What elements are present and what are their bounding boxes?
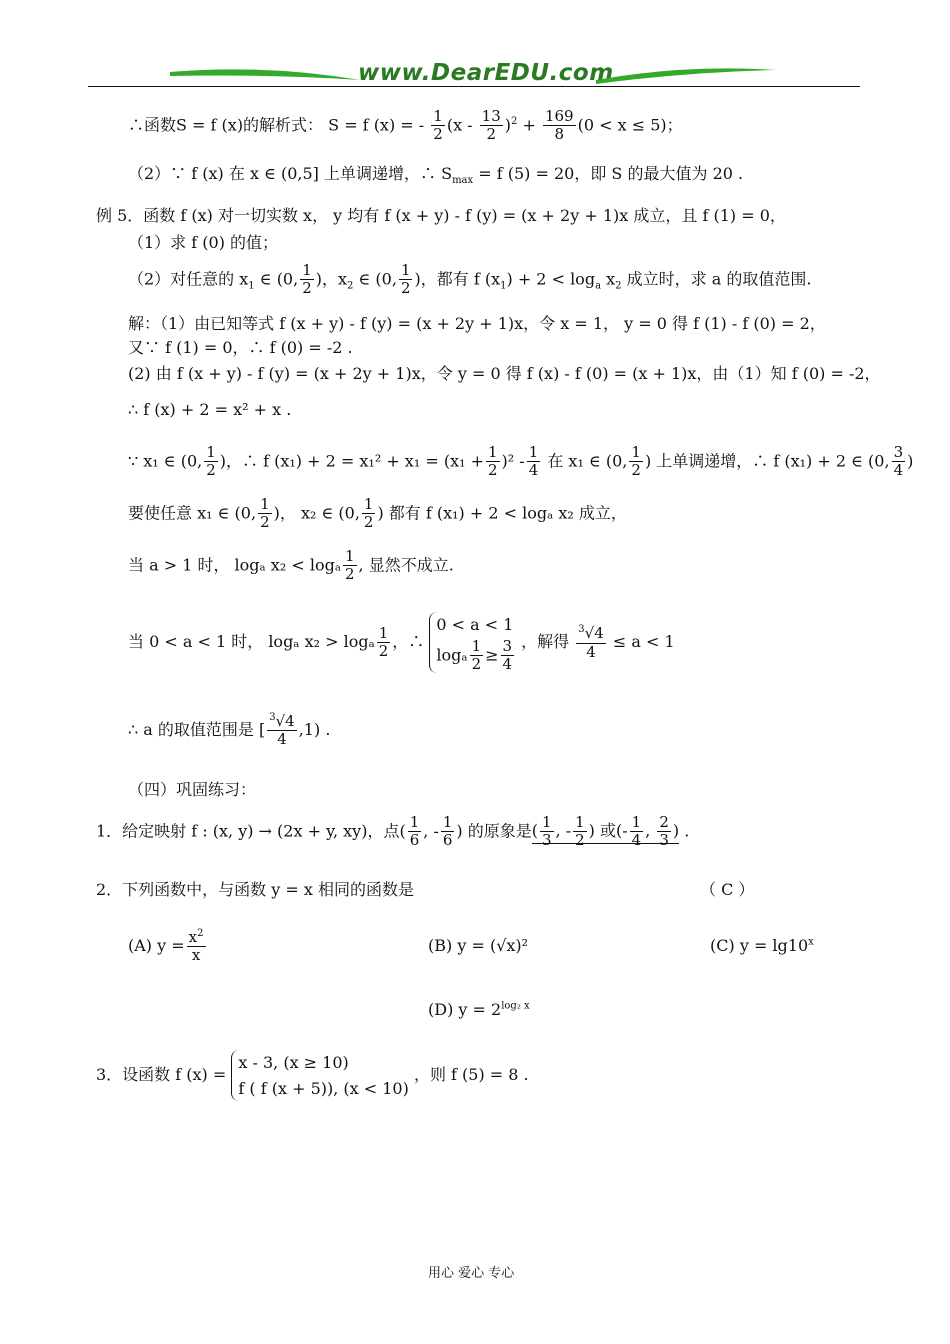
- question-2: （2）对任意的 $x_1$ ∈ (0, $\frac{1}{2}$ )，$x_2$ ∈ (0, $\frac{1}{2}$ )，都有 f $(x_1) + 2 < \log_a x_2$ 成立时，求 a 的取值范围.: [128, 261, 812, 298]
- solution-line-7: 当 a > 1 时， logₐ x₂ < logₐ $\frac{1}{2}$ , 显然不成立.: [128, 547, 454, 584]
- solution-line-1: 解：（1）由已知等式 f (x + y) - f (y) = (x + 2y + 1)x，令 x = 1， y = 0 得 f (1) - f (0) = 2，: [128, 314, 826, 333]
- practice-2-answer: （ C ）: [700, 880, 755, 899]
- max-value-line: （2）∵ f (x) 在 x ∈ (0,5] 上单调递增，∴ $S_{max} = f$ (5) = 20，即 S 的最大值为 20 .: [128, 164, 744, 187]
- question-1: （1）求 f (0) 的值；: [128, 233, 279, 252]
- header-rule: [88, 86, 860, 87]
- example-5-statement: 例 5．函数 f (x) 对一切实数 x， y 均有 f (x + y) - f (y) = (x + 2y + 1)x 成立，且 f (1) = 0，: [96, 206, 786, 225]
- practice-1: 1．给定映射 f : (x, y) → (2x + y, xy)，点( $\frac{1}{6}$ , - $\frac{1}{6}$ ) 的原象是( $\frac{1}{3}$ , - $\frac{1}{2}$ ) 或(- $\frac{1}{4}$ , $\frac{2}{3}$ ) .: [96, 813, 690, 850]
- left-swoosh-logo: [170, 66, 360, 86]
- solution-line-3: (2) 由 f (x + y) - f (y) = (x + 2y + 1)x，令 y = 0 得 f (x) - f (0) = (x + 1)x，由（1）知 f (0) = -2，: [128, 364, 881, 383]
- option-a: (A) y = $\frac{x^2}{x}$: [128, 928, 204, 965]
- fraction: $\frac{169}{8}$: [544, 107, 574, 144]
- answer-underline: ( $\frac{1}{3}$ , - $\frac{1}{2}$ ) 或(- $\frac{1}{4}$ , $\frac{2}{3}$ ): [531, 813, 680, 850]
- site-logo: www.DearEDU.com: [358, 60, 614, 86]
- solution-line-2: 又∵ f (1) = 0，∴ f (0) = -2 .: [128, 338, 353, 357]
- solution-line-6: 要使任意 x₁ ∈ (0, $\frac{1}{2}$ )， x₂ ∈ (0, $\frac{1}{2}$ ) 都有 f (x₁) + 2 < logₐ x₂ 成立，: [128, 495, 627, 532]
- solution-conclusion: ∴ a 的取值范围是 [ $\frac{^3√4}{4}$ ,1) .: [128, 712, 331, 749]
- solution-line-8: 当 0 < a < 1 时， logₐ x₂ > logₐ $\frac{1}{2}$ ，∴ 0 < a < 1 logₐ $\frac{1}{2}$ ≥ $\frac{3}{4}$ ，解得 $\frac{^3√4}{4}$ ≤ a < 1: [128, 612, 675, 673]
- option-d: (D) $y = 2^{log_2 x}$: [428, 1000, 530, 1019]
- fraction: $\frac{13}{2}$: [481, 107, 501, 144]
- practice-2: 2．下列函数中，与函数 y = x 相同的函数是: [96, 880, 414, 899]
- solution-line-5: ∵ x₁ ∈ (0, $\frac{1}{2}$ )，∴ f (x₁) + 2 = x₁² + x₁ = (x₁ + $\frac{1}{2}$ )² - $\frac{1}{4}$ 在 x₁ ∈ (0, $\frac{1}{2}$ ) 上单调递增，∴ f (x₁) + 2 ∈ (0, $\frac{3}{4}$ ): [128, 443, 914, 480]
- page-footer: 用心 爱心 专心: [428, 1266, 515, 1281]
- practice-3: 3．设函数 f (x) = x - 3, (x ≥ 10) f ( f (x + 5)), (x < 10) ，则 f (5) = 8 .: [96, 1050, 529, 1101]
- analytic-expression-line: ∴函数S = f (x)的解析式： S = f (x) = - $\frac{1}{2}$ (x - $\frac{13}{2}$ )$^2$ + $\frac{169}{8}$ (0 < x ≤ 5)；: [128, 107, 683, 144]
- option-b: (B) y = (√x)²: [428, 936, 529, 955]
- section-4-heading: （四）巩固练习：: [128, 780, 257, 799]
- fraction: $\frac{1}{2}$: [433, 107, 443, 144]
- right-swoosh-logo: [596, 66, 776, 86]
- piecewise-brace: x - 3, (x ≥ 10) f ( f (x + 5)), (x < 10): [231, 1050, 408, 1101]
- system-brace: 0 < a < 1 logₐ $\frac{1}{2}$ ≥ $\frac{3}{4}$: [429, 612, 516, 673]
- option-c: (C) $y = \lg 10^x$: [710, 936, 814, 955]
- solution-line-4: ∴ f (x) + 2 = x² + x .: [128, 400, 292, 419]
